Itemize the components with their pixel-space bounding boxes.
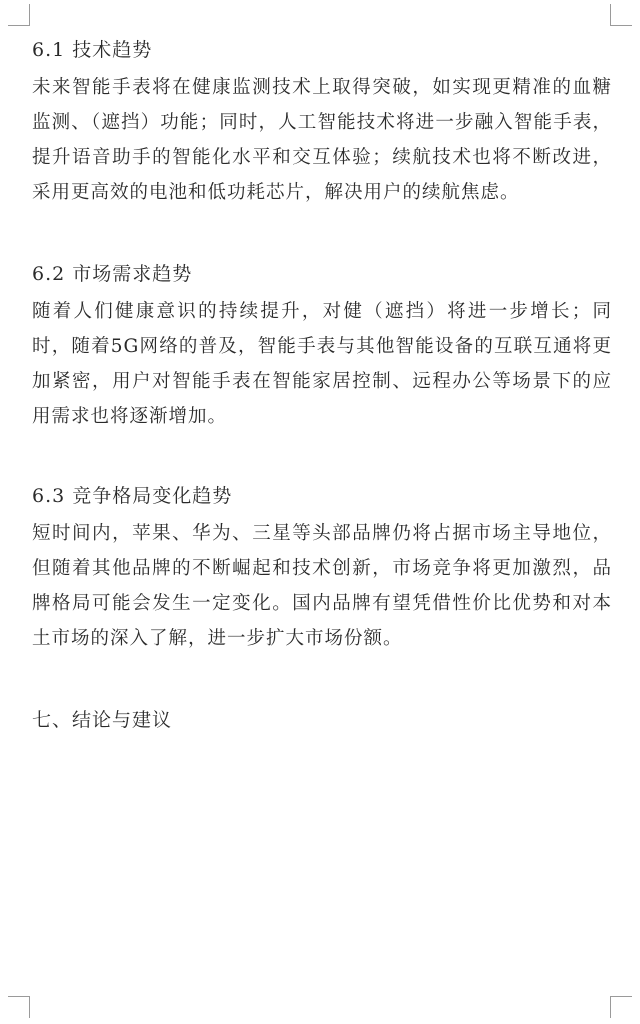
document-body	[32, 34, 612, 736]
section-technology-trend	[32, 34, 612, 210]
section-competition-trend	[32, 480, 612, 656]
crop-mark-top-right	[610, 4, 632, 26]
crop-mark-bottom-right	[610, 996, 632, 1018]
section-paragraph: 随着人们健康意识的持续提升，对健（遮挡）将进一步增长；同时，随着5G网络的普及，智能手表与其他智能设备的互联互通将更加紧密，用户对智能手表在智能家居控制、远程办公等场景下的应用需求也将逐渐增加。	[32, 301, 612, 427]
section-market-demand-trend	[32, 258, 612, 434]
section-heading: 6.1 技术趋势	[32, 39, 153, 61]
section-paragraph: 未来智能手表将在健康监测技术上取得突破，如实现更精准的血糖监测、（遮挡）功能；同时，人工智能技术将进一步融入智能手表，提升语音助手的智能化水平和交互体验；续航技术也将不断改进，采用更高效的电池和低功耗芯片，解决用户的续航焦虑。	[32, 77, 612, 203]
section-heading: 6.2 市场需求趋势	[32, 263, 193, 285]
crop-mark-top-left	[8, 4, 30, 26]
section-heading: 6.3 竞争格局变化趋势	[32, 485, 233, 507]
section-paragraph: 短时间内，苹果、华为、三星等头部品牌仍将占据市场主导地位，但随着其他品牌的不断崛起和技术创新，市场竞争将更加激烈，品牌格局可能会发生一定变化。国内品牌有望凭借性价比优势和对本土市场的深入了解，进一步扩大市场份额。	[32, 523, 612, 649]
chapter-heading: 七、结论与建议	[32, 709, 173, 731]
crop-mark-bottom-left	[8, 996, 30, 1018]
